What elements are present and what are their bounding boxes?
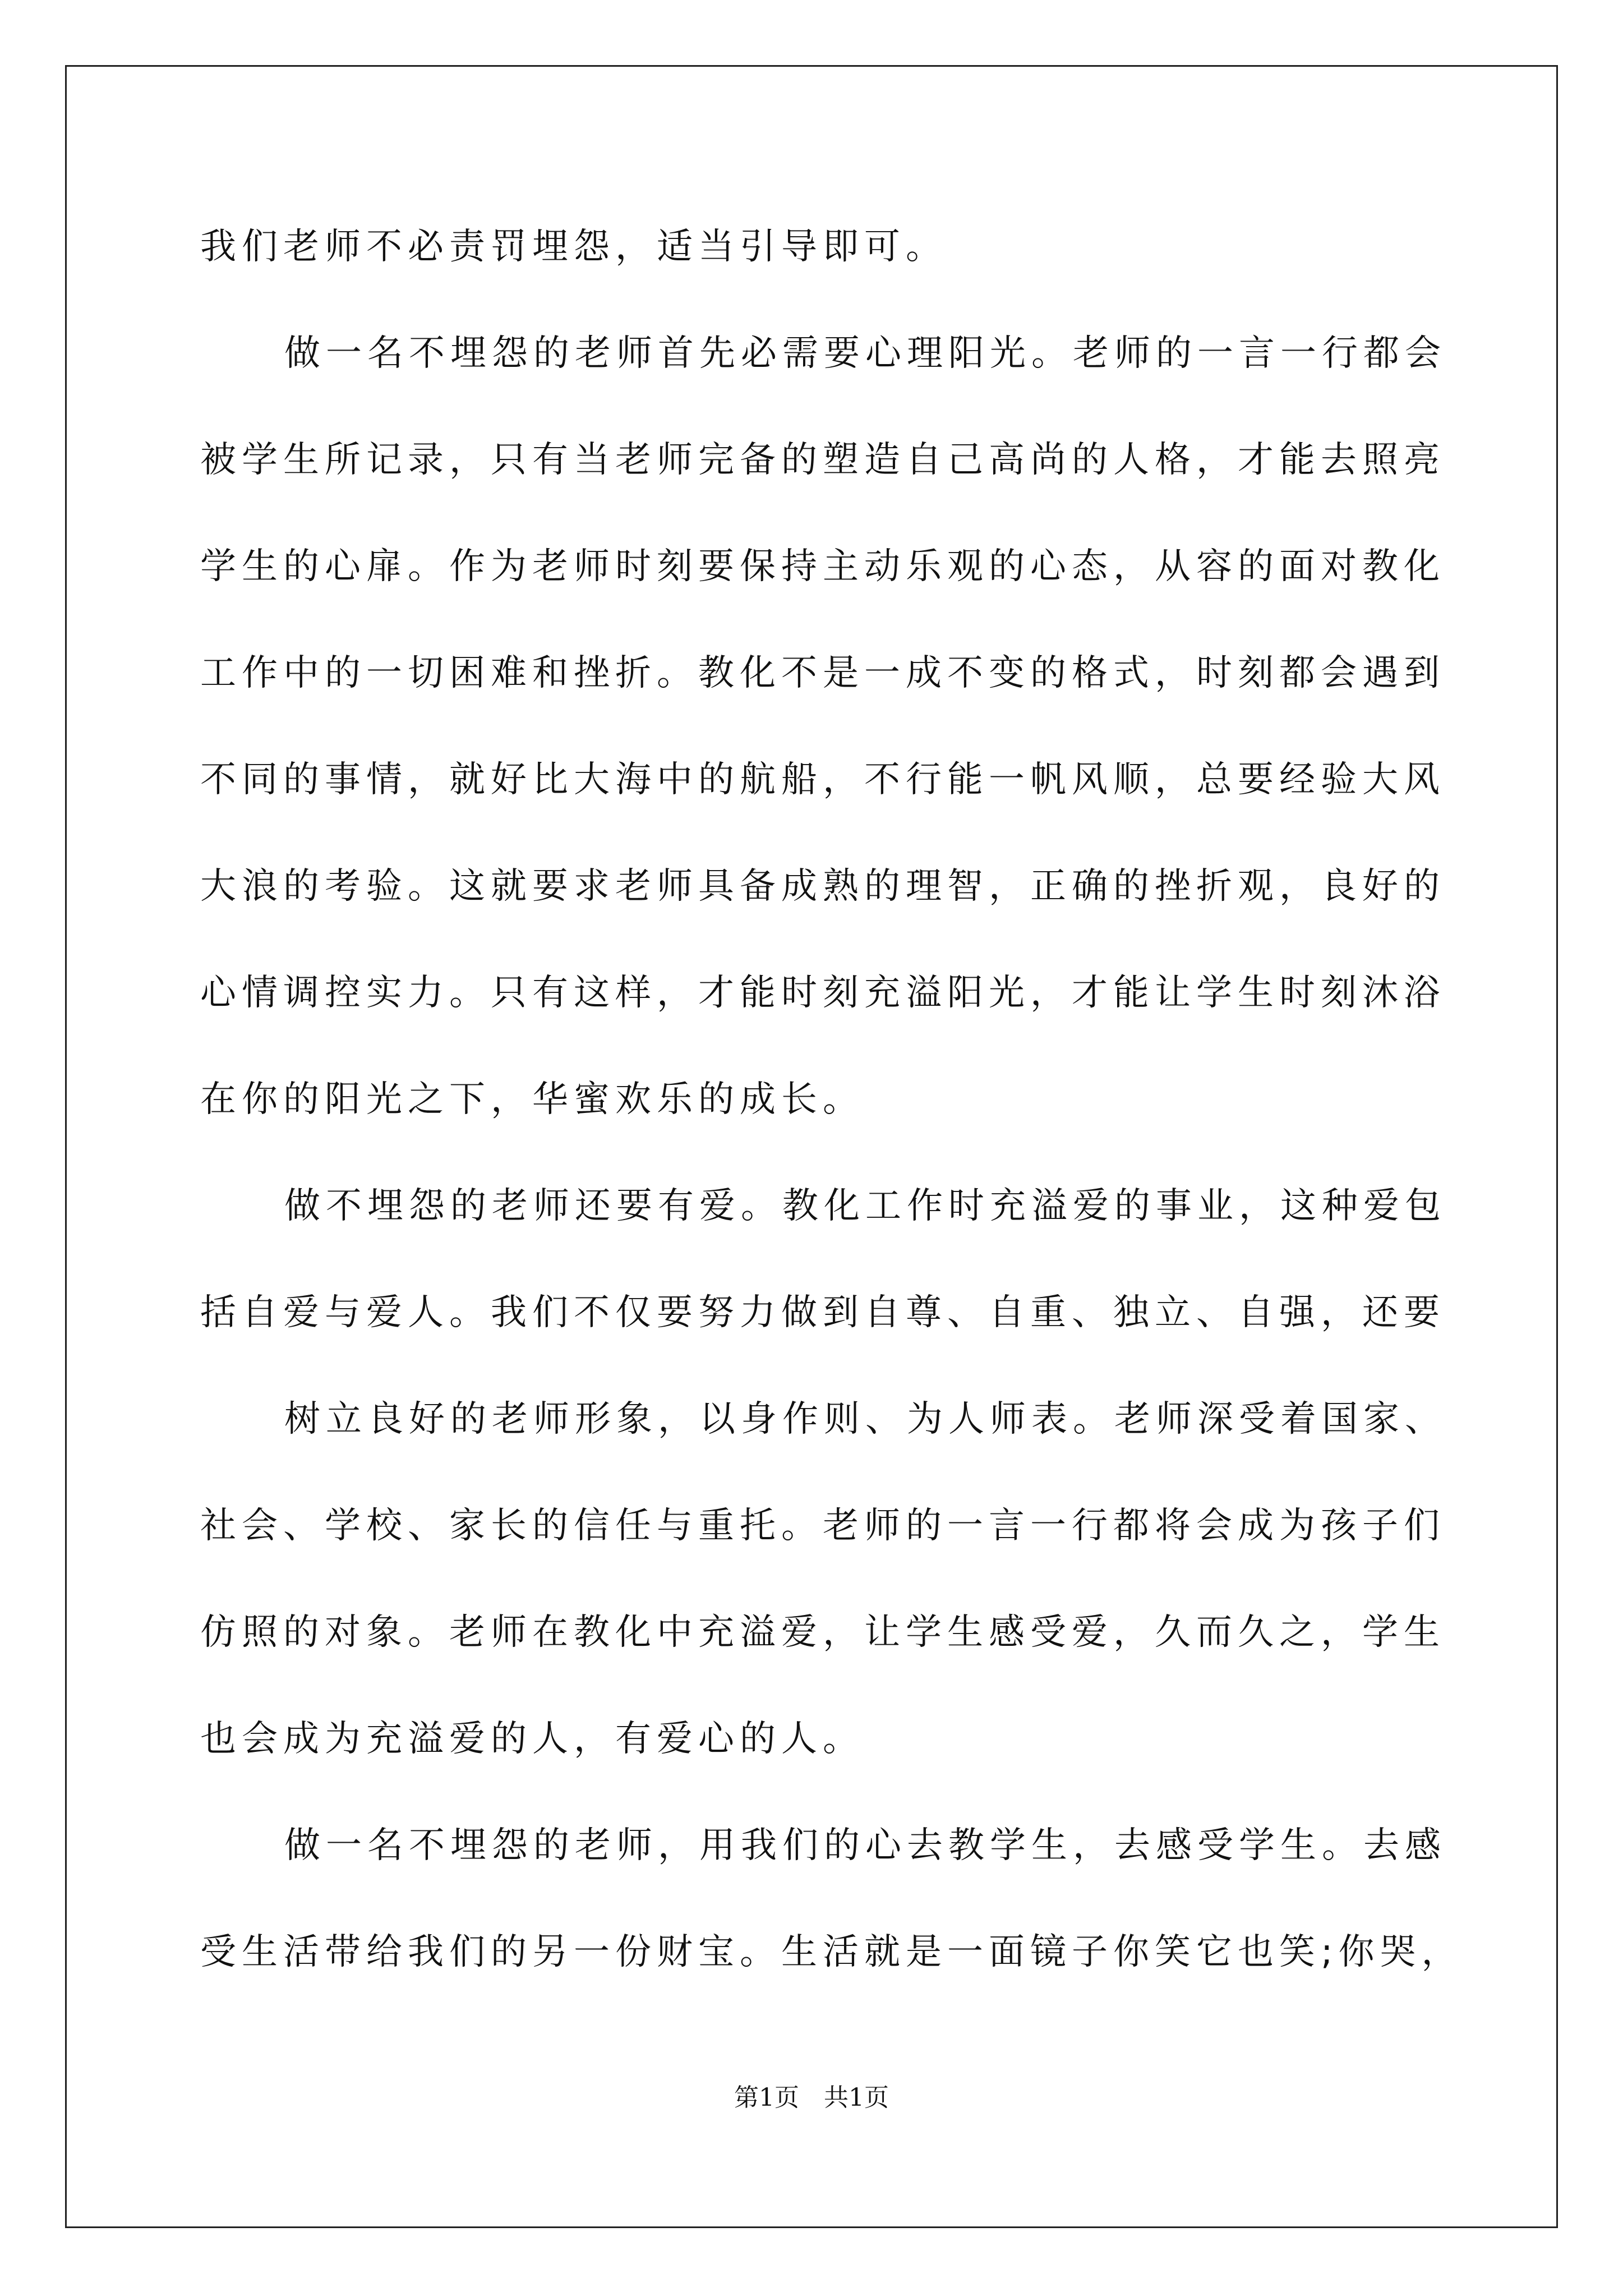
text-line: 工作中的一切困难和挫折。教化不是一成不变的格式，时刻都会遇到 [200, 652, 1445, 694]
page-total: 共1页 [824, 2083, 889, 2112]
text-line: 社会、学校、家长的信任与重托。老师的一言一行都将会成为孩子们 [200, 1505, 1445, 1547]
text-line: 做不埋怨的老师还要有爱。教化工作时充溢爱的事业，这种爱包 [284, 1185, 1446, 1227]
page-number: 第1页 [734, 2083, 799, 2112]
text-line: 不同的事情，就好比大海中的航船，不行能一帆风顺，总要经验大风 [200, 759, 1445, 800]
text-line: 我们老师不必责罚埋怨，适当引导即可。 [200, 226, 947, 268]
text-line: 做一名不埋怨的老师首先必需要心理阳光。老师的一言一行都会 [284, 333, 1446, 374]
text-line: 大浪的考验。这就要求老师具备成熟的理智，正确的挫折观，良好的 [200, 866, 1445, 907]
text-line: 树立良好的老师形象，以身作则、为人师表。老师深受着国家、 [284, 1398, 1446, 1440]
page-border [65, 65, 1558, 2228]
text-line: 受生活带给我们的另一份财宝。生活就是一面镜子你笑它也笑;你哭， [200, 1931, 1463, 1973]
text-line: 括自爱与爱人。我们不仅要努力做到自尊、自重、独立、自强，还要 [200, 1292, 1445, 1333]
text-line: 做一名不埋怨的老师，用我们的心去教学生，去感受学生。去感 [284, 1825, 1446, 1866]
page-footer [0, 2081, 1623, 2115]
text-line: 仿照的对象。老师在教化中充溢爱，让学生感受爱，久而久之，学生 [200, 1612, 1445, 1653]
text-line: 学生的心扉。作为老师时刻要保持主动乐观的心态，从容的面对教化 [200, 546, 1445, 587]
text-line: 心情调控实力。只有这样，才能时刻充溢阳光，才能让学生时刻沐浴 [200, 972, 1445, 1014]
text-line: 在你的阳光之下，华蜜欢乐的成长。 [200, 1079, 864, 1120]
text-line: 被学生所记录，只有当老师完备的塑造自己高尚的人格，才能去照亮 [200, 439, 1445, 481]
text-line: 也会成为充溢爱的人，有爱心的人。 [200, 1718, 864, 1760]
